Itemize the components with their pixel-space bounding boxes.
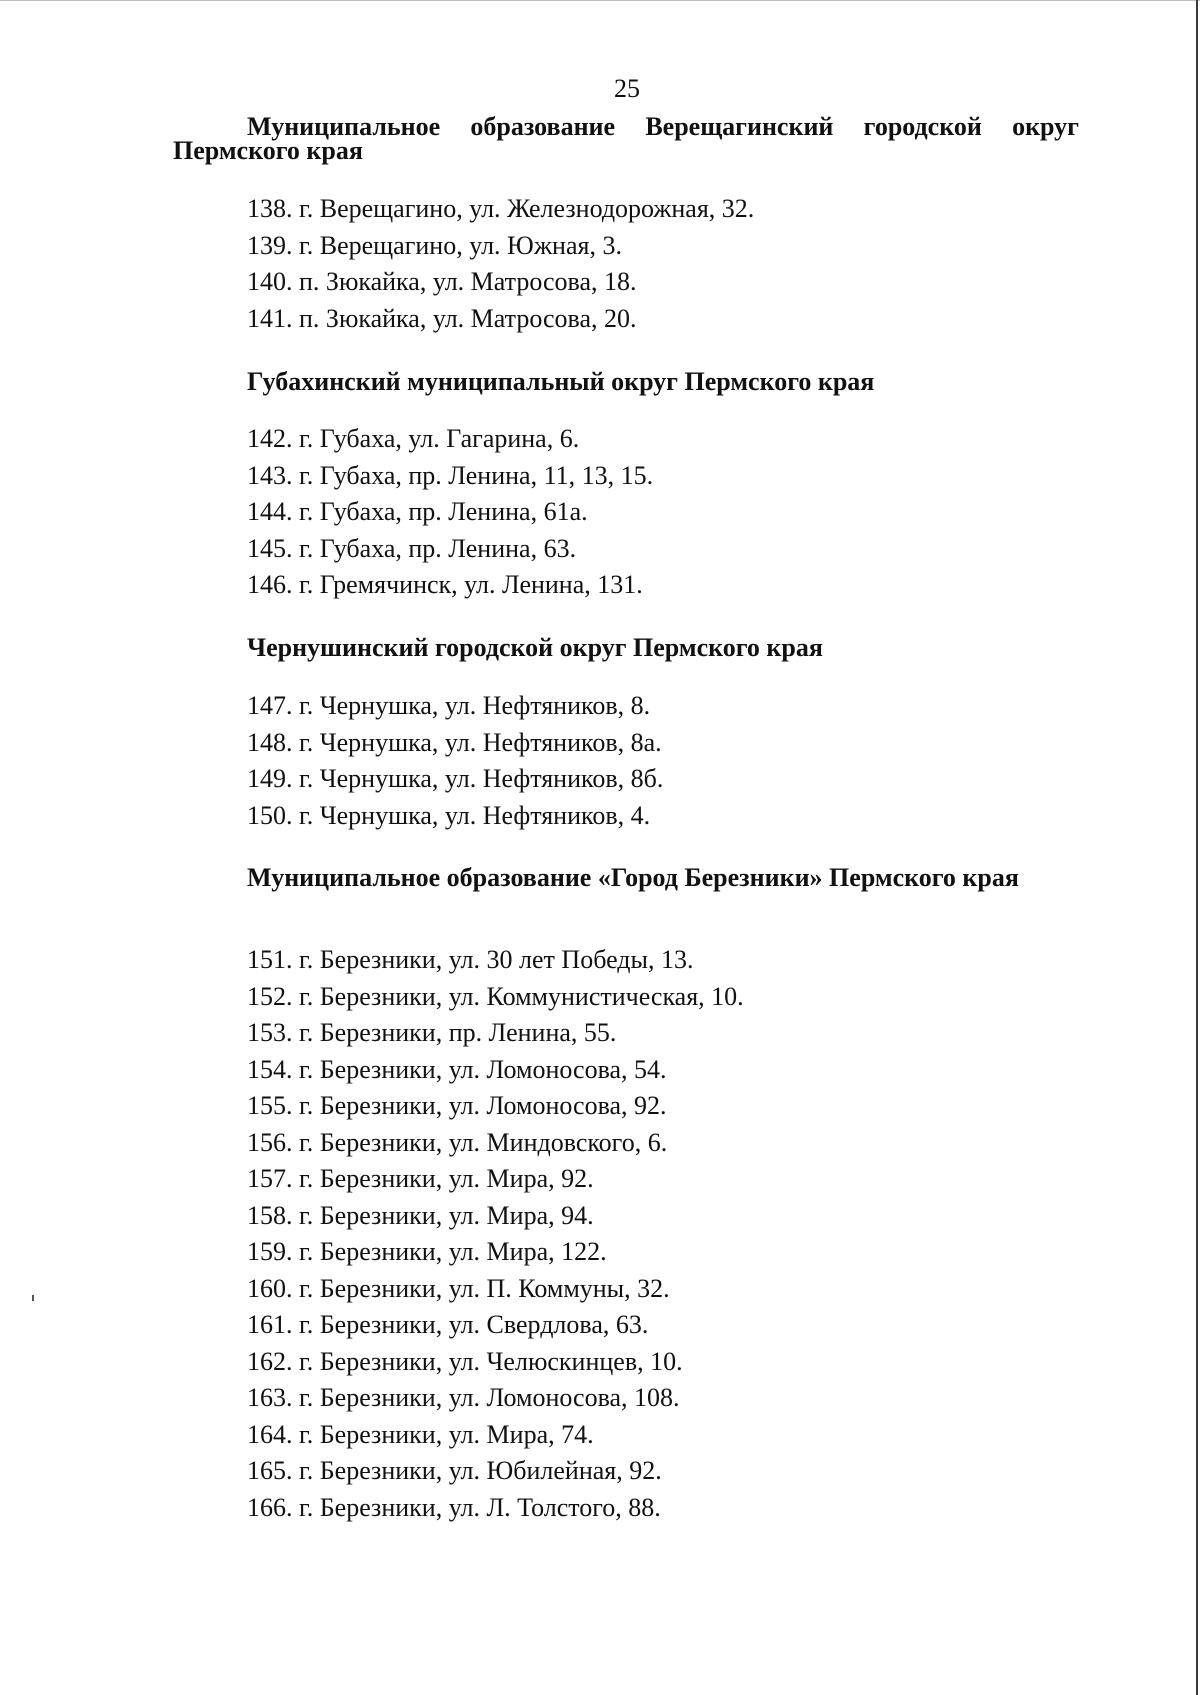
section-heading-chernushka: Чернушинский городской округ Пермского края	[247, 633, 823, 662]
address-list-chernushka	[247, 688, 663, 834]
list-item: 149. г. Чернушка, ул. Нефтяников, 8б.	[247, 764, 664, 793]
list-item: 139. г. Верещагино, ул. Южная, 3.	[247, 230, 622, 260]
address-list-gubakha	[247, 421, 653, 604]
section-heading-vereshchagino: Муниципальное образование Верещагинский городской округ Пермского края	[173, 112, 1079, 165]
list-item: 150. г. Чернушка, ул. Нефтяников, 4.	[247, 800, 651, 830]
list-item: 161. г. Березники, ул. Свердлова, 63.	[247, 1310, 649, 1339]
list-item: 140. п. Зюкайка, ул. Матросова, 18.	[247, 267, 637, 296]
list-item: 141. п. Зюкайка, ул. Матросова, 20.	[247, 303, 637, 333]
list-item: 138. г. Верещагино, ул. Железнодорожная, 32.	[247, 194, 755, 223]
address-list-berezniki	[247, 942, 744, 1526]
scan-edge-right	[1196, 0, 1198, 1695]
list-item: 157. г. Березники, ул. Мира, 92.	[247, 1164, 594, 1193]
list-item: 144. г. Губаха, пр. Ленина, 61а.	[247, 497, 588, 526]
list-item: 147. г. Чернушка, ул. Нефтяников, 8.	[247, 691, 651, 720]
list-item: 163. г. Березники, ул. Ломоносова, 108.	[247, 1383, 680, 1412]
section-heading-berezniki: Муниципальное образование «Город Березники» Пермского края	[247, 863, 1019, 892]
list-item: 151. г. Березники, ул. 30 лет Победы, 13.	[247, 945, 694, 974]
list-item: 143. г. Губаха, пр. Ленина, 11, 13, 15.	[247, 460, 654, 490]
section-heading-gubakha: Губахинский муниципальный округ Пермского края	[247, 367, 875, 396]
list-item: 162. г. Березники, ул. Челюскинцев, 10.	[247, 1346, 683, 1376]
address-list-vereshchagino	[247, 191, 754, 337]
list-item: 156. г. Березники, ул. Миндовского, 6.	[247, 1127, 668, 1157]
list-item: 152. г. Березники, ул. Коммунистическая, 10.	[247, 981, 744, 1011]
list-item: 158. г. Березники, ул. Мира, 94.	[247, 1200, 594, 1230]
page-number: 25	[614, 74, 640, 103]
scan-speck	[32, 1295, 34, 1301]
list-item: 154. г. Березники, ул. Ломоносова, 54.	[247, 1054, 667, 1084]
list-item: 145. г. Губаха, пр. Ленина, 63.	[247, 533, 577, 563]
list-item: 160. г. Березники, ул. П. Коммуны, 32.	[247, 1273, 670, 1303]
list-item: 166. г. Березники, ул. Л. Толстого, 88.	[247, 1492, 661, 1522]
list-item: 153. г. Березники, пр. Ленина, 55.	[247, 1018, 617, 1047]
list-item: 142. г. Губаха, ул. Гагарина, 6.	[247, 424, 580, 453]
list-item: 159. г. Березники, ул. Мира, 122.	[247, 1237, 607, 1266]
list-item: 148. г. Чернушка, ул. Нефтяников, 8а.	[247, 727, 662, 757]
list-item: 155. г. Березники, ул. Ломоносова, 92.	[247, 1091, 667, 1120]
list-item: 146. г. Гремячинск, ул. Ленина, 131.	[247, 570, 643, 599]
list-item: 165. г. Березники, ул. Юбилейная, 92.	[247, 1456, 662, 1485]
list-item: 164. г. Березники, ул. Мира, 74.	[247, 1419, 594, 1449]
scan-edge-top	[0, 0, 1200, 1]
